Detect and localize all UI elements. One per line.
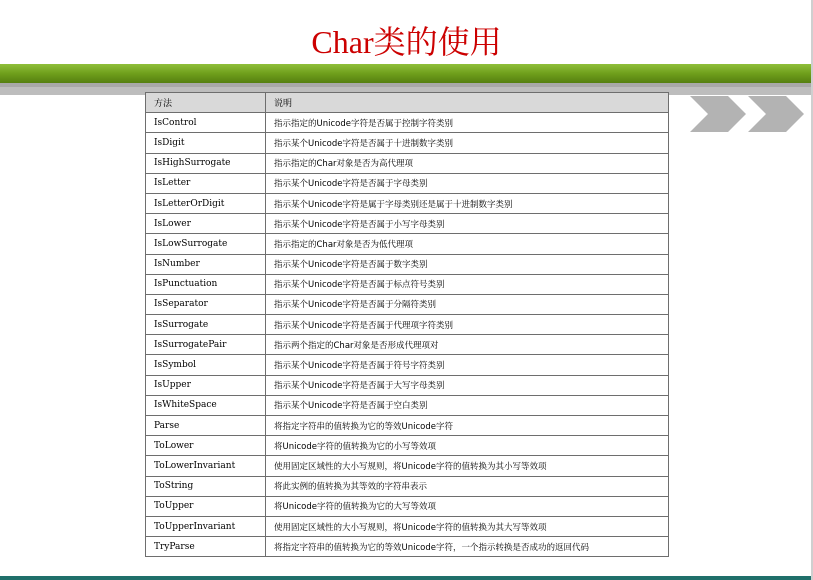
table-row <box>146 496 669 516</box>
method-description: 指示两个指定的Char对象是否形成代理项对 <box>266 335 669 355</box>
method-description: 使用固定区域性的大小写规则，将Unicode字符的值转换为其大写等效项 <box>266 516 669 536</box>
table-row <box>146 254 669 274</box>
method-description: 指示指定的Char对象是否为低代理项 <box>266 234 669 254</box>
method-description: 指示指定的Char对象是否为高代理项 <box>266 153 669 173</box>
slide-title: Char类的使用 <box>311 24 502 60</box>
method-description: 指示某个Unicode字符是否属于代理项字符类别 <box>266 315 669 335</box>
method-description: 指示某个Unicode字符是否属于字母类别 <box>266 173 669 193</box>
table-row <box>146 315 669 335</box>
table-row <box>146 113 669 133</box>
method-name: IsSeparator <box>146 294 266 314</box>
method-name: IsDigit <box>146 133 266 153</box>
method-name: IsLetter <box>146 173 266 193</box>
table-row <box>146 335 669 355</box>
table-row <box>146 436 669 456</box>
header-method: 方法 <box>146 93 266 113</box>
method-name: IsLowSurrogate <box>146 234 266 254</box>
method-name: IsSymbol <box>146 355 266 375</box>
method-name: ToLowerInvariant <box>146 456 266 476</box>
method-name: IsControl <box>146 113 266 133</box>
header-description: 说明 <box>266 93 669 113</box>
method-name: ToUpperInvariant <box>146 516 266 536</box>
table-row <box>146 456 669 476</box>
table-header-row <box>146 93 669 113</box>
method-name: TryParse <box>146 537 266 557</box>
method-description: 指示某个Unicode字符是否属于大写字母类别 <box>266 375 669 395</box>
table-row <box>146 153 669 173</box>
chevron-decoration-icon <box>690 96 805 132</box>
table-row <box>146 375 669 395</box>
table-row <box>146 416 669 436</box>
method-name: IsSurrogatePair <box>146 335 266 355</box>
method-description: 指示某个Unicode字符是否属于数字类别 <box>266 254 669 274</box>
table-row <box>146 294 669 314</box>
method-description: 将指定字符串的值转换为它的等效Unicode字符，一个指示转换是否成功的返回代码 <box>266 537 669 557</box>
method-description: 将Unicode字符的值转换为它的大写等效项 <box>266 496 669 516</box>
char-methods-table <box>145 92 669 557</box>
method-name: IsHighSurrogate <box>146 153 266 173</box>
method-name: IsLower <box>146 214 266 234</box>
table-row <box>146 214 669 234</box>
green-header-bar <box>0 64 813 83</box>
table-row <box>146 173 669 193</box>
method-name: IsNumber <box>146 254 266 274</box>
method-description: 将指定字符串的值转换为它的等效Unicode字符 <box>266 416 669 436</box>
method-description: 指示指定的Unicode字符是否属于控制字符类别 <box>266 113 669 133</box>
method-name: Parse <box>146 416 266 436</box>
table-row <box>146 537 669 557</box>
method-description: 指示某个Unicode字符是属于字母类别还是属于十进制数字类别 <box>266 193 669 213</box>
method-description: 使用固定区域性的大小写规则，将Unicode字符的值转换为其小写等效项 <box>266 456 669 476</box>
method-name: ToLower <box>146 436 266 456</box>
method-name: IsLetterOrDigit <box>146 193 266 213</box>
method-name: IsUpper <box>146 375 266 395</box>
method-name: IsWhiteSpace <box>146 395 266 415</box>
method-description: 指示某个Unicode字符是否属于十进制数字类别 <box>266 133 669 153</box>
method-name: ToString <box>146 476 266 496</box>
table-row <box>146 133 669 153</box>
method-name: ToUpper <box>146 496 266 516</box>
method-description: 指示某个Unicode字符是否属于符号字符类别 <box>266 355 669 375</box>
method-description: 指示某个Unicode字符是否属于标点符号类别 <box>266 274 669 294</box>
method-description: 指示某个Unicode字符是否属于空白类别 <box>266 395 669 415</box>
table-row <box>146 355 669 375</box>
table-row <box>146 193 669 213</box>
method-description: 指示某个Unicode字符是否属于小写字母类别 <box>266 214 669 234</box>
method-description: 指示某个Unicode字符是否属于分隔符类别 <box>266 294 669 314</box>
table-row <box>146 234 669 254</box>
bottom-accent-line <box>0 576 813 580</box>
table-row <box>146 395 669 415</box>
method-description: 将Unicode字符的值转换为它的小写等效项 <box>266 436 669 456</box>
method-description: 将此实例的值转换为其等效的字符串表示 <box>266 476 669 496</box>
method-name: IsPunctuation <box>146 274 266 294</box>
table-row <box>146 516 669 536</box>
method-name: IsSurrogate <box>146 315 266 335</box>
table-row <box>146 274 669 294</box>
table-row <box>146 476 669 496</box>
